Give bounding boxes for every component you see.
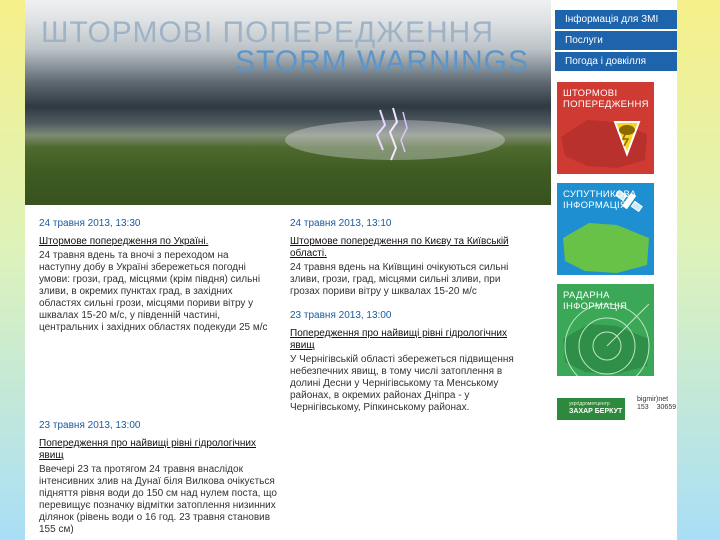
news-body: 24 травня вдень та вночі з переходом на наступну добу в Україні збережеться погодні умови: грози, град, місцями (крім півдня) сильні зливи, в окремих пунктах град, в західних областях сильні грози, місцями пориви вітру у шквалах 15-20 м/с, у південній частині, центральних і західних областях подекуди 25 м/с [39, 250, 268, 333]
news-title-link[interactable]: Штормове попередження по Україні. [39, 236, 209, 247]
sidebar [555, 0, 677, 540]
page [25, 0, 677, 540]
zakhar-berkut-logo[interactable]: укргідрометцентр ЗАХАР БЕРКУТ [557, 398, 625, 420]
tile-satellite[interactable] [557, 183, 654, 275]
tile-storm-warnings[interactable] [557, 82, 654, 174]
visit-counter[interactable] [637, 396, 677, 422]
news-title-link[interactable]: Попередження про найвищі рівні гідрологічних явищ [290, 328, 507, 351]
counter-right-value: 30659 [656, 404, 677, 411]
news-item [39, 420, 279, 536]
news-title-link[interactable]: Штормове попередження по Києву та Київській області. [290, 236, 509, 259]
counter-left-value: 153 [637, 404, 649, 411]
hero-title-en: STORM WARNINGS [235, 45, 530, 78]
news-body: 24 травня вдень на Київщині очікуються сильні зливи, грози, град, місцями сильні зливи, при грозах пориви вітру у шквалах 15-20 м/с [290, 262, 509, 297]
menu-item-weather[interactable]: Погода і довкілля [555, 52, 677, 72]
news-date: 24 травня 2013, 13:30 [39, 218, 141, 229]
counter-label: bigmir)net [637, 396, 669, 403]
menu-item-services[interactable]: Послуги [555, 31, 677, 51]
news-item [39, 218, 269, 334]
hero-title-ua: ШТОРМОВІ ПОПЕРЕДЖЕННЯ [41, 16, 494, 49]
news-date: 24 травня 2013, 13:10 [290, 218, 392, 229]
news-body: У Чернігівській області збережеться підвищення небезпечних явищ, в тому числі затоплення в долині Десни у Чернігівському та Менському районах, в окремих районах Дніпра - у Чернігівському, Ріпкинському районах. [290, 354, 514, 413]
hero-banner [25, 0, 551, 205]
tile-label: ШТОРМОВІ ПОПЕРЕДЖЕННЯ [563, 88, 649, 110]
news-item [290, 310, 526, 414]
tile-label: СУПУТНИКОВА ІНФОРМАЦІЯ [563, 189, 637, 211]
tile-label: РАДАРНА ІНФОРМАЦІЯ [563, 290, 628, 312]
news-date: 23 травня 2013, 13:00 [39, 420, 141, 431]
tile-radar[interactable] [557, 284, 654, 376]
news-body: Ввечері 23 та протягом 24 травня внаслідок інтенсивних злив на Дунаї біля Вилкова очікується підняття рівня води до 150 см над нулем поста, що перевищує позначку відмітки затоплення низинних ділянок (рівень води о 16 год. 23 травня становив 155 см) [39, 464, 277, 535]
menu-item-media[interactable]: Інформація для ЗМІ [555, 10, 677, 30]
news-item [290, 218, 526, 298]
news-title-link[interactable]: Попередження про найвищі рівні гідрологічних явищ [39, 438, 256, 461]
news-date: 23 травня 2013, 13:00 [290, 310, 392, 321]
